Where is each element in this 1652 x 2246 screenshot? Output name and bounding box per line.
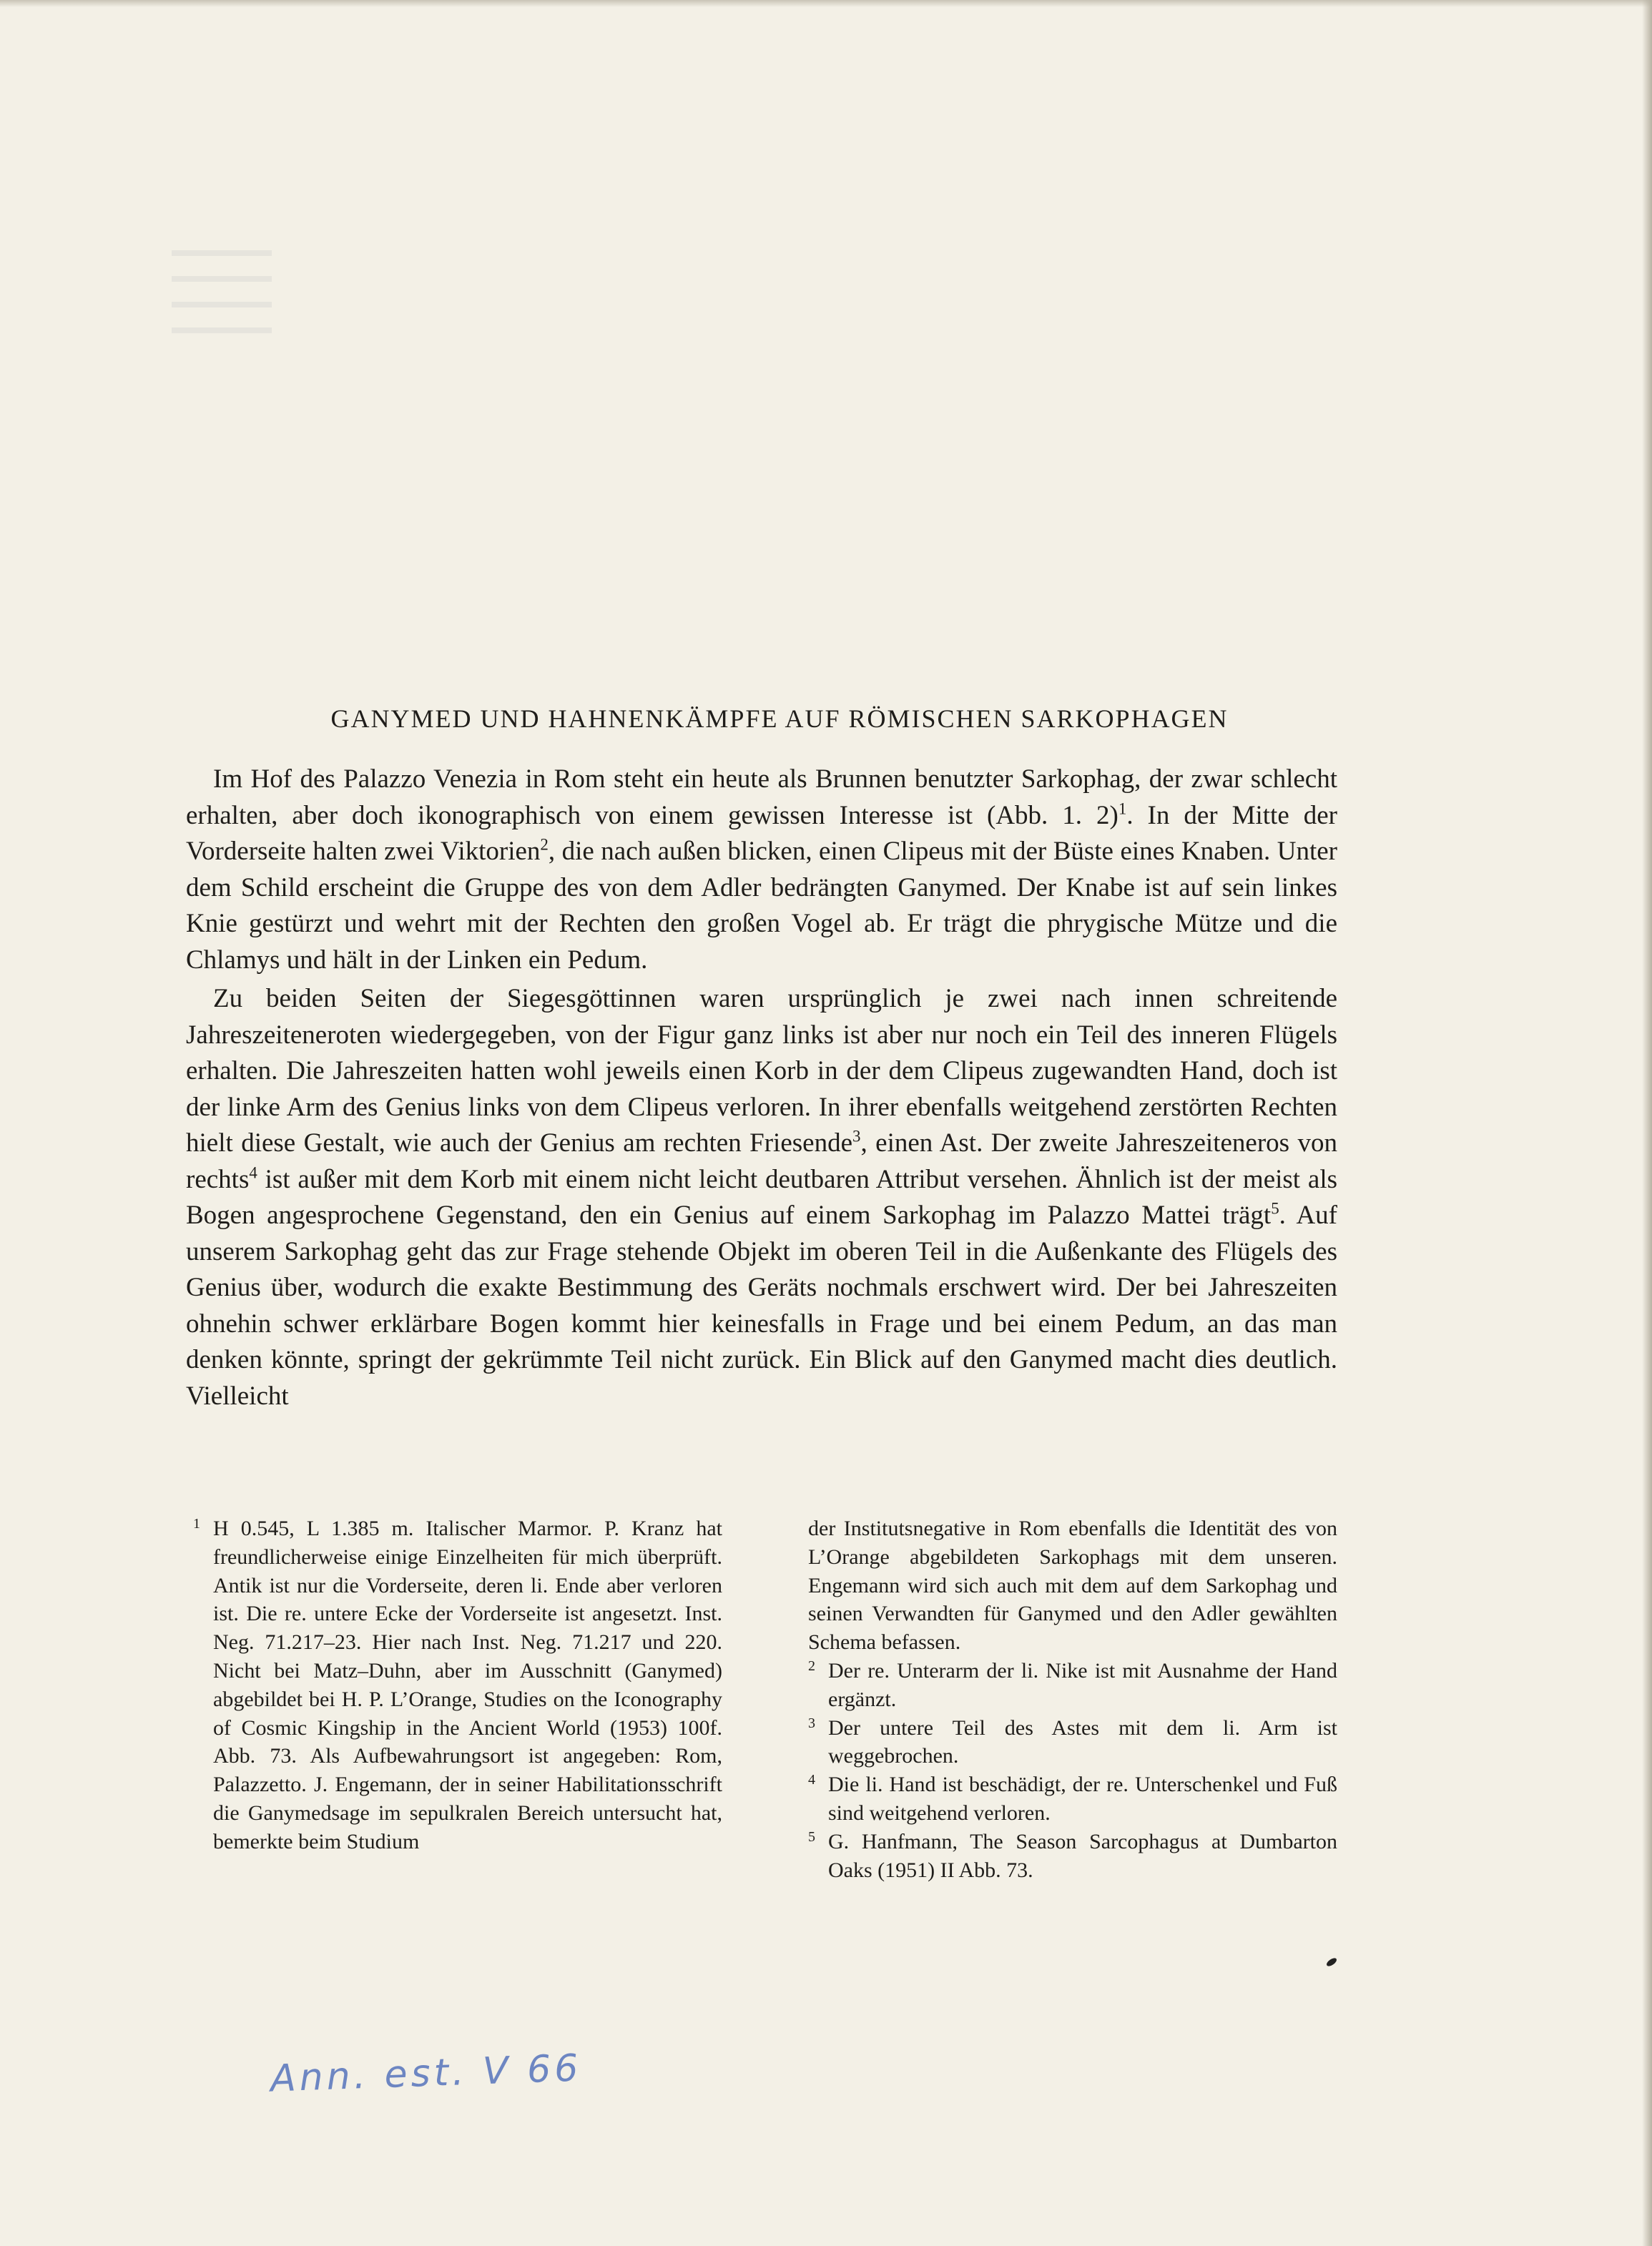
article-title: GANYMED UND HAHNENKÄMPFE AUF RÖMISCHEN SARKOPHAGEN — [330, 704, 1229, 733]
show-through-text — [172, 250, 272, 379]
main-text — [186, 762, 1337, 1414]
footnote-5: 5 G. Hanfmann, The Season Sarcophagus at Dumbarton Oaks (1951) II Abb. 73. — [787, 1828, 1337, 1885]
footnote-ref-2[interactable]: 2 — [540, 835, 549, 854]
footnote-number: 5 — [808, 1828, 815, 1845]
footnote-1-continued: der Institutsnegative in Rom ebenfalls die Identität des von L’Orange abgebildeten Sarkophags mit dem unseren. Engemann wird sich auch mit dem auf dem Sarkophag und seinen Verwandten für Ganymed und den Adler gewählten Schema befassen. — [808, 1517, 1337, 1655]
footnote-ref-1[interactable]: 1 — [1118, 799, 1127, 818]
scan-edge-right — [1642, 0, 1652, 2246]
footnotes-left-column — [172, 1514, 722, 1856]
paragraph-2: Zu beiden Seiten der Siegesgöttinnen waren ursprünglich je zwei nach innen schreitende Jahreszeiteneroten wiedergegeben, von der Figur ganz links ist aber nur noch ein Teil des inneren Flügels erhalten. Die Jahreszeiten hatten wohl jeweils einen Korb in der dem Clipeus zugewandten Hand, doch ist der linke Arm des Genius links von dem Clipeus verloren. In ihrer ebenfalls weitgehend zerstörten Rechten hielt diese Gestalt, wie auch der Genius am rechten Friesende$^3$, einen Ast. Der zweite Jahreszeiteneros von rechts$^4$ ist außer mit dem Korb mit einem nicht leicht deutbaren Attribut versehen. Ähnlich ist der meist als Bogen angesprochene Gegenstand, den ein Genius auf einem Sarkophag im Palazzo Mattei trägt$^5$. Auf unserem Sarkophag geht das zur Frage stehende Objekt im oberen Teil in die Außenkante des Flügels des Genius über, wodurch die exakte Bestimmung des Geräts nochmals erschwert wird. Der bei Jahreszeiten ohnehin schwer erklärbare Bogen kommt hier keinesfalls in Frage und bei einem Pedum, an das man denken könnte, springt der gekrümmte Teil nicht zurück. Ein Blick auf den Ganymed macht dies deutlich. Vielleicht — [186, 984, 1338, 1411]
handwritten-shelfmark: Ann. est. V 66 — [270, 2046, 583, 2101]
footnote-number: 3 — [808, 1715, 815, 1731]
footnote-number: 4 — [808, 1772, 815, 1788]
footnotes-right-column — [787, 1514, 1337, 1884]
footnote-2: 2 Der re. Unterarm der li. Nike ist mit Ausnahme der Hand ergänzt. — [787, 1657, 1337, 1714]
paragraph-1: Im Hof des Palazzo Venezia in Rom steht ein heute als Brunnen benutzter Sarkophag, der zwar schlecht erhalten, aber doch ikonographisch von einem gewissen Interesse ist (Abb. 1. 2)$^1$. In der Mitte der Vorderseite halten zwei Viktorien$^2$, die nach außen blicken, einen Clipeus mit der Büste eines Knaben. Unter dem Schild erscheint die Gruppe des von dem Adler bedrängten Ganymed. Der Knabe ist auf sein linkes Knie gestürzt und wehrt mit der Rechten den großen Vogel ab. Er trägt die phrygische Mütze und die Chlamys und hält in der Linken ein Pedum. — [186, 764, 1337, 975]
footnote-ref-5[interactable]: 5 — [1271, 1199, 1279, 1218]
footnote-ref-3[interactable]: 3 — [852, 1127, 861, 1146]
footnote-3: 3 Der untere Teil des Astes mit dem li. Arm ist weggebrochen. — [787, 1714, 1337, 1771]
footnote-1: 1 H 0.545, L 1.385 m. Italischer Marmor. P. Kranz hat freundlicherweise einige Einzelheiten für mich überprüft. Antik ist nur die Vorderseite, deren li. Ende aber verloren ist. Die re. untere Ecke der Vorderseite ist angesetzt. Inst. Neg. 71.217–23. Hier nach Inst. Neg. 71.217 und 220. Nicht bei Matz–Duhn, aber im Ausschnitt (Ganymed) abgebildet bei H. P. L’Orange, Studies on the Iconography of Cosmic Kingship in the Ancient World (1953) 100f. Abb. 73. Als Aufbewahrungsort ist angegeben: Rom, Palazzetto. J. Engemann, der in seiner Habilitationsschrift die Ganymedsage im sepulkralen Bereich untersucht hat, bemerkte beim Studium — [172, 1514, 722, 1856]
footnote-4: 4 Die li. Hand ist beschädigt, der re. Unterschenkel und Fuß sind weitgehend verloren. — [787, 1770, 1337, 1828]
scan-edge-top — [0, 0, 1652, 7]
ink-mark — [1325, 1956, 1338, 1968]
footnote-number: 1 — [193, 1516, 200, 1532]
footnote-number: 2 — [808, 1658, 815, 1674]
footnote-ref-4[interactable]: 4 — [249, 1163, 257, 1182]
